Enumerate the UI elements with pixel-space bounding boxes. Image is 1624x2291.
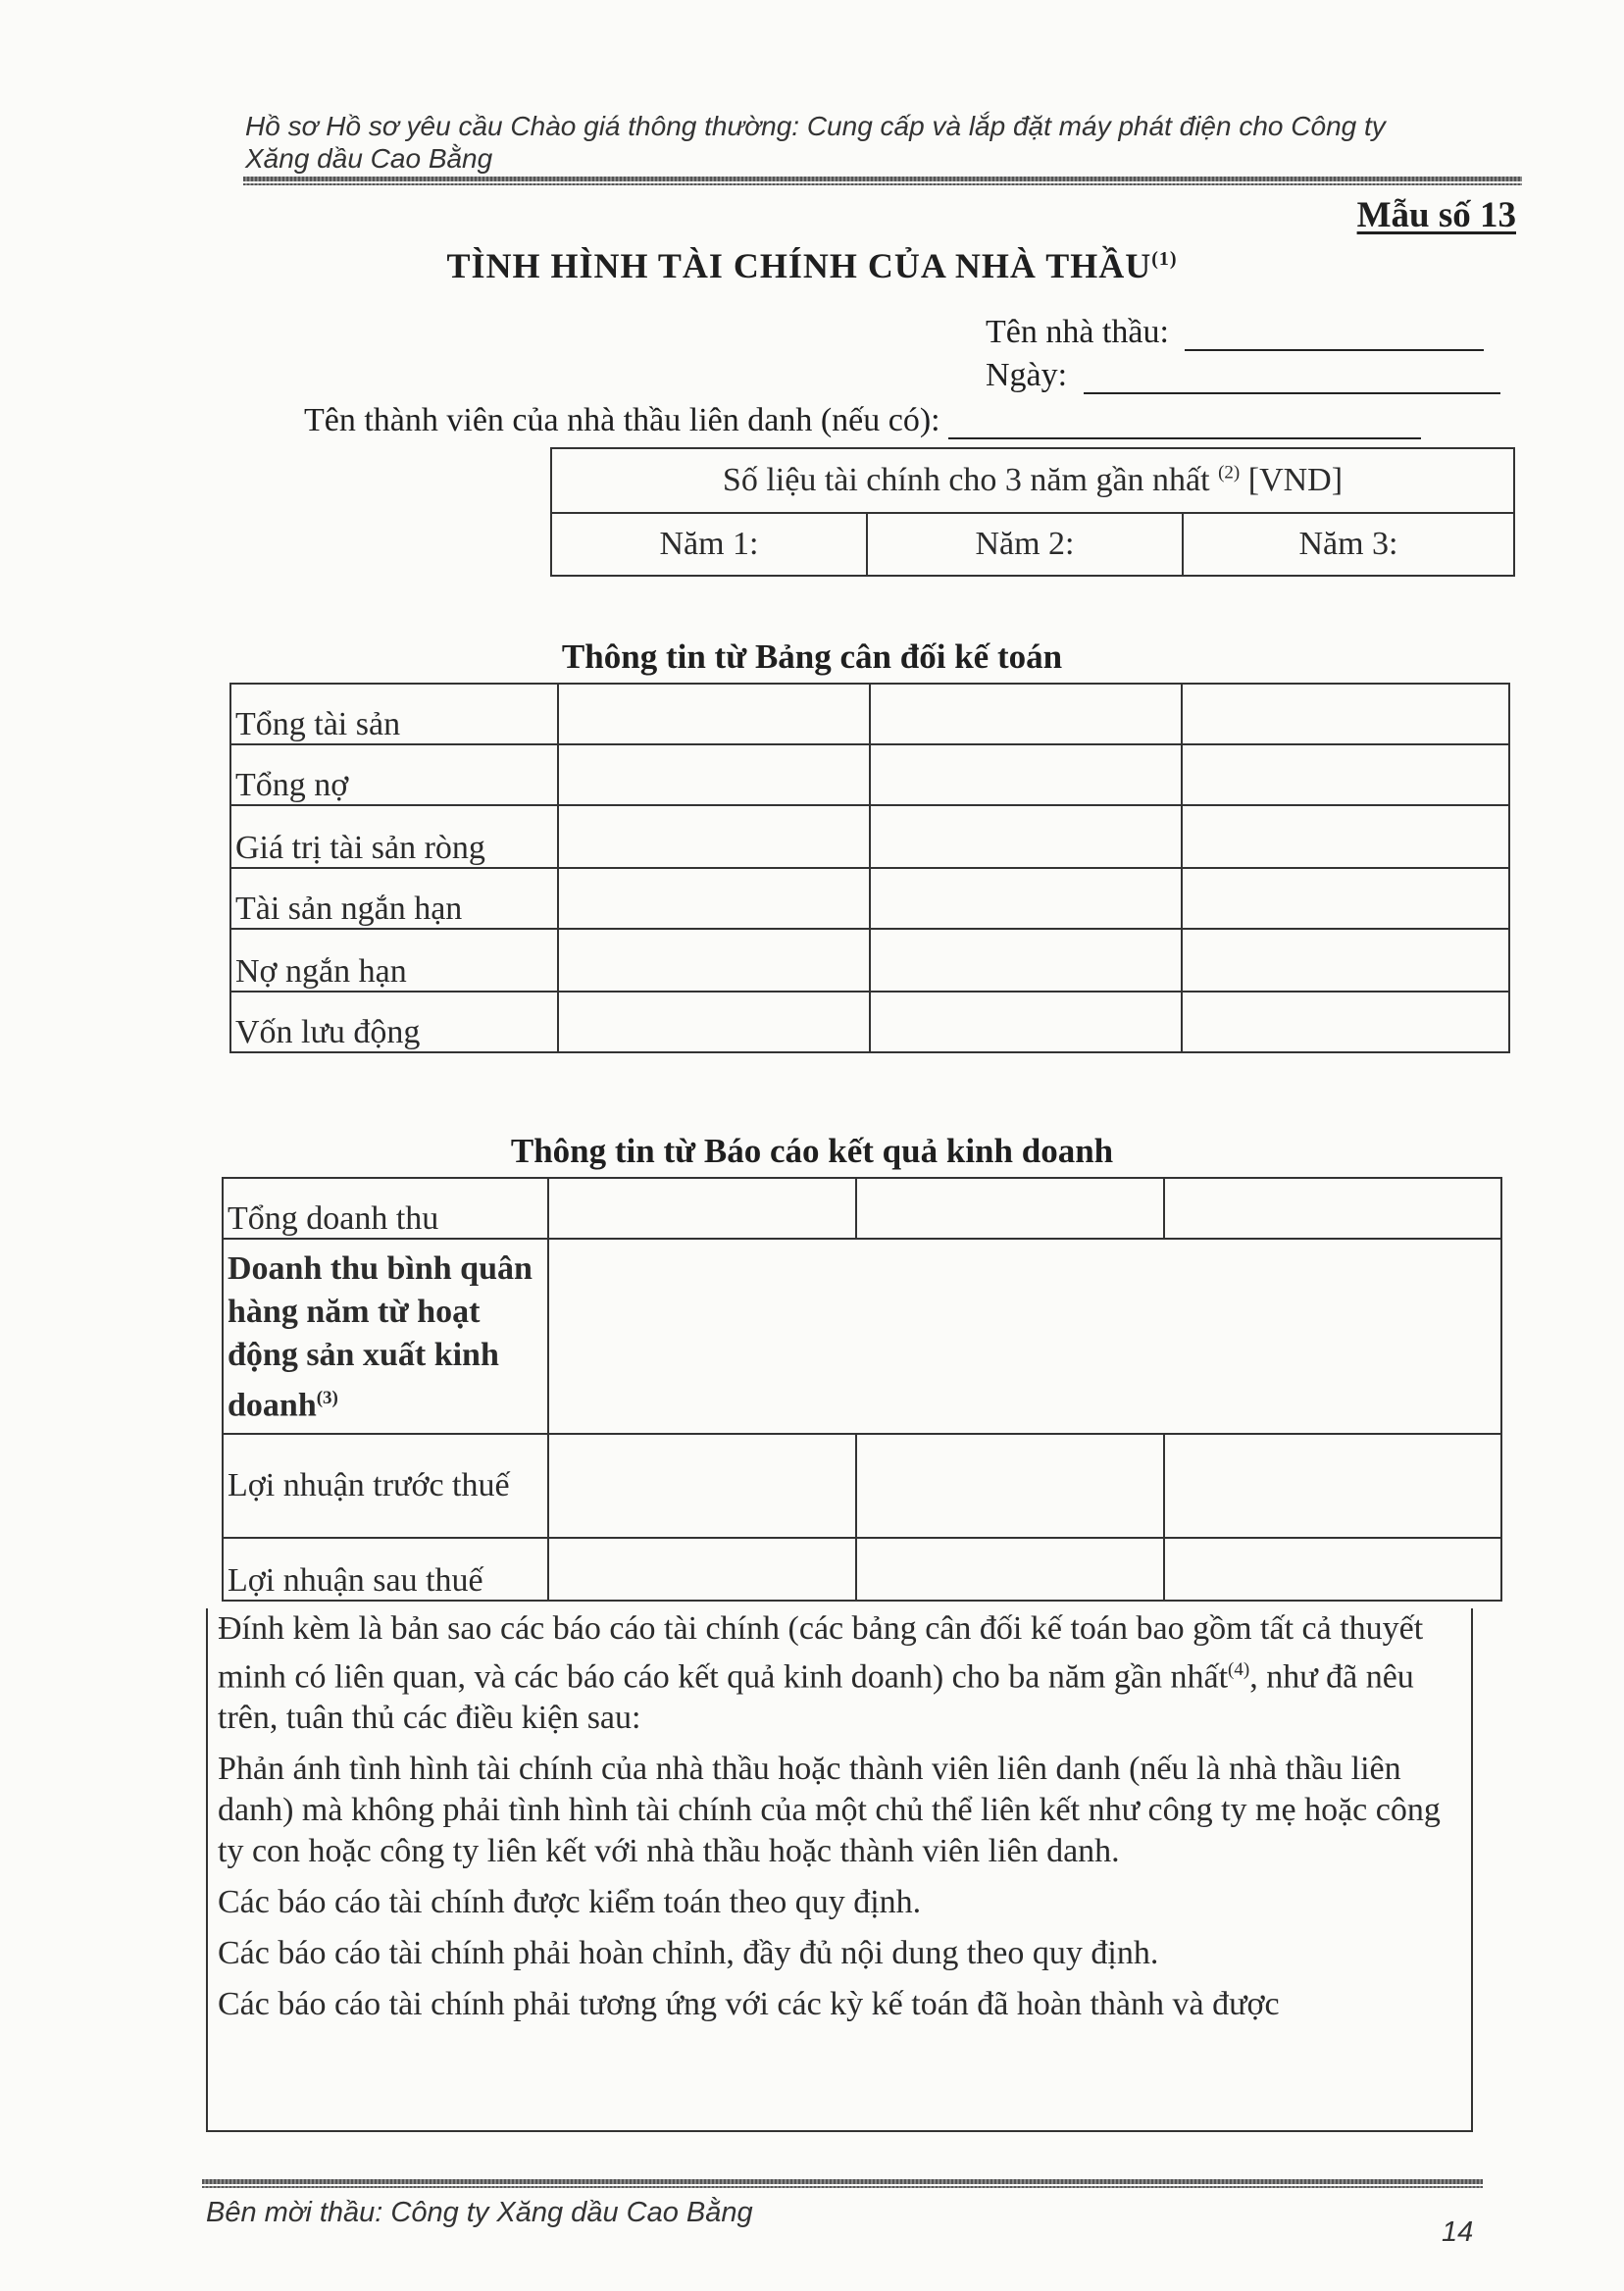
value-cell[interactable] — [558, 805, 870, 868]
value-cell[interactable] — [870, 929, 1182, 992]
row-label-profit-before-tax: Lợi nhuận trước thuế — [223, 1434, 548, 1538]
table-row — [230, 805, 1509, 868]
footer-rule — [202, 2179, 1483, 2184]
condition-item: Các báo cáo tài chính phải tương ứng với các kỳ kế toán đã hoàn thành và được — [218, 1986, 1280, 2023]
table-row — [230, 684, 1509, 744]
row-label-current-liabilities: Nợ ngắn hạn — [230, 929, 558, 992]
value-cell[interactable] — [870, 992, 1182, 1052]
year-3-cell[interactable]: Năm 3: — [1183, 513, 1514, 576]
row-label-average-revenue — [223, 1239, 548, 1434]
date-field[interactable] — [986, 355, 1500, 394]
balance-sheet-title: Thông tin từ Bảng cân đối kế toán — [561, 637, 1063, 676]
table-row — [230, 992, 1509, 1052]
contractor-name-label: Tên nhà thầu: — [986, 314, 1169, 350]
condition-item: Phản ánh tình hình tài chính của nhà thầu hoặc thành viên liên danh (nếu là nhà thầu liên danh) mà không phải tình hình tài chính của một chủ thể liên kết như công ty mẹ hoặc công ty con hoặc công ty liên kết với nhà thầu hoặc thành viên liên danh. — [218, 1751, 1441, 1870]
years-header-text: Số liệu tài chính cho 3 năm gần nhất — [722, 462, 1210, 498]
value-cell[interactable] — [558, 744, 870, 805]
value-cell[interactable] — [870, 868, 1182, 929]
notes-intro-tail: , như đã nêu trên, tuân thủ các điều kiện sau: — [218, 1658, 1414, 1737]
footer-rule-thin — [202, 2186, 1483, 2188]
row-label-total-assets: Tổng tài sản — [230, 684, 558, 744]
years-table — [550, 447, 1515, 577]
value-cell[interactable] — [558, 684, 870, 744]
header-rule — [243, 177, 1522, 181]
page-title — [0, 245, 1624, 286]
value-cell[interactable] — [558, 992, 870, 1052]
row-label-net-worth: Giá trị tài sản ròng — [230, 805, 558, 868]
years-header-unit: [VND] — [1247, 462, 1344, 498]
notes-intro-text: Đính kèm là bản sao các báo cáo tài chính (các bảng cân đối kế toán bao gồm tất cả thuyết minh có liên quan, và các báo cáo kết quả kinh doanh) cho ba năm gần nhất — [218, 1610, 1424, 1696]
balance-sheet-table — [229, 683, 1510, 1053]
header-line-1: Hồ sơ Hồ sơ yêu cầu Chào giá thông thường: Cung cấp và lắp đặt máy phát điện cho Công ty — [245, 111, 1386, 141]
year-2-cell[interactable]: Năm 2: — [867, 513, 1183, 576]
value-cell[interactable] — [856, 1178, 1164, 1239]
row-label-profit-after-tax: Lợi nhuận sau thuế — [223, 1538, 548, 1601]
table-row — [230, 929, 1509, 992]
header-line-2: Xăng dầu Cao Bằng — [245, 143, 493, 174]
joint-member-blank[interactable] — [948, 394, 1421, 439]
value-cell[interactable] — [1164, 1434, 1501, 1538]
table-row — [223, 1239, 1501, 1434]
notes-footnote-ref: (4) — [1228, 1659, 1250, 1680]
title-footnote-ref: (1) — [1151, 248, 1178, 270]
contractor-name-blank[interactable] — [1185, 312, 1484, 351]
value-cell[interactable] — [870, 684, 1182, 744]
row-label-current-assets: Tài sản ngắn hạn — [230, 868, 558, 929]
page-title-text: TÌNH HÌNH TÀI CHÍNH CỦA NHÀ THẦU — [446, 246, 1152, 285]
value-cell[interactable] — [1182, 929, 1509, 992]
value-cell[interactable] — [548, 1538, 856, 1601]
attachment-notes — [206, 1608, 1473, 2132]
date-blank[interactable] — [1084, 355, 1500, 394]
year-1-cell[interactable]: Năm 1: — [551, 513, 867, 576]
notes-intro — [218, 1608, 1461, 1739]
value-cell[interactable] — [1164, 1538, 1501, 1601]
footer-issuer: Bên mời thầu: Công ty Xăng dầu Cao Bằng — [206, 2197, 753, 2228]
table-row — [230, 744, 1509, 805]
income-statement-table — [222, 1177, 1502, 1602]
joint-member-label: Tên thành viên của nhà thầu liên danh (nếu có): — [304, 402, 940, 438]
average-revenue-value-cell[interactable] — [548, 1239, 1501, 1434]
row-label-working-capital: Vốn lưu động — [230, 992, 558, 1052]
form-number: Mẫu số 13 — [1356, 195, 1516, 235]
value-cell[interactable] — [870, 805, 1182, 868]
table-row — [223, 1434, 1501, 1538]
document-header — [245, 110, 1520, 175]
value-cell[interactable] — [856, 1434, 1164, 1538]
table-row — [230, 868, 1509, 929]
value-cell[interactable] — [1182, 805, 1509, 868]
value-cell[interactable] — [870, 744, 1182, 805]
years-header-cell — [551, 448, 1514, 513]
value-cell[interactable] — [548, 1178, 856, 1239]
value-cell[interactable] — [558, 868, 870, 929]
value-cell[interactable] — [1182, 868, 1509, 929]
value-cell[interactable] — [548, 1434, 856, 1538]
table-row — [223, 1178, 1501, 1239]
joint-member-field[interactable] — [304, 394, 1421, 439]
row-label-total-liabilities: Tổng nợ — [230, 744, 558, 805]
value-cell[interactable] — [856, 1538, 1164, 1601]
value-cell[interactable] — [1182, 744, 1509, 805]
value-cell[interactable] — [1164, 1178, 1501, 1239]
page-number: 14 — [1442, 2216, 1474, 2248]
value-cell[interactable] — [1182, 684, 1509, 744]
header-rule-thin — [243, 183, 1522, 185]
average-revenue-text: Doanh thu bình quân hàng năm từ hoạt động sản xuất kinh doanh — [228, 1250, 533, 1424]
value-cell[interactable] — [558, 929, 870, 992]
value-cell[interactable] — [1182, 992, 1509, 1052]
income-statement-title: Thông tin từ Báo cáo kết quả kinh doanh — [510, 1132, 1114, 1170]
condition-item: Các báo cáo tài chính được kiểm toán theo quy định. — [218, 1884, 922, 1921]
average-revenue-footnote-ref: (3) — [316, 1388, 338, 1408]
contractor-name-field[interactable] — [986, 312, 1484, 351]
date-label: Ngày: — [986, 357, 1068, 393]
row-label-total-revenue: Tổng doanh thu — [223, 1178, 548, 1239]
years-header-footnote-ref: (2) — [1218, 462, 1241, 484]
condition-item: Các báo cáo tài chính phải hoàn chỉnh, đầy đủ nội dung theo quy định. — [218, 1935, 1159, 1972]
table-row — [223, 1538, 1501, 1601]
